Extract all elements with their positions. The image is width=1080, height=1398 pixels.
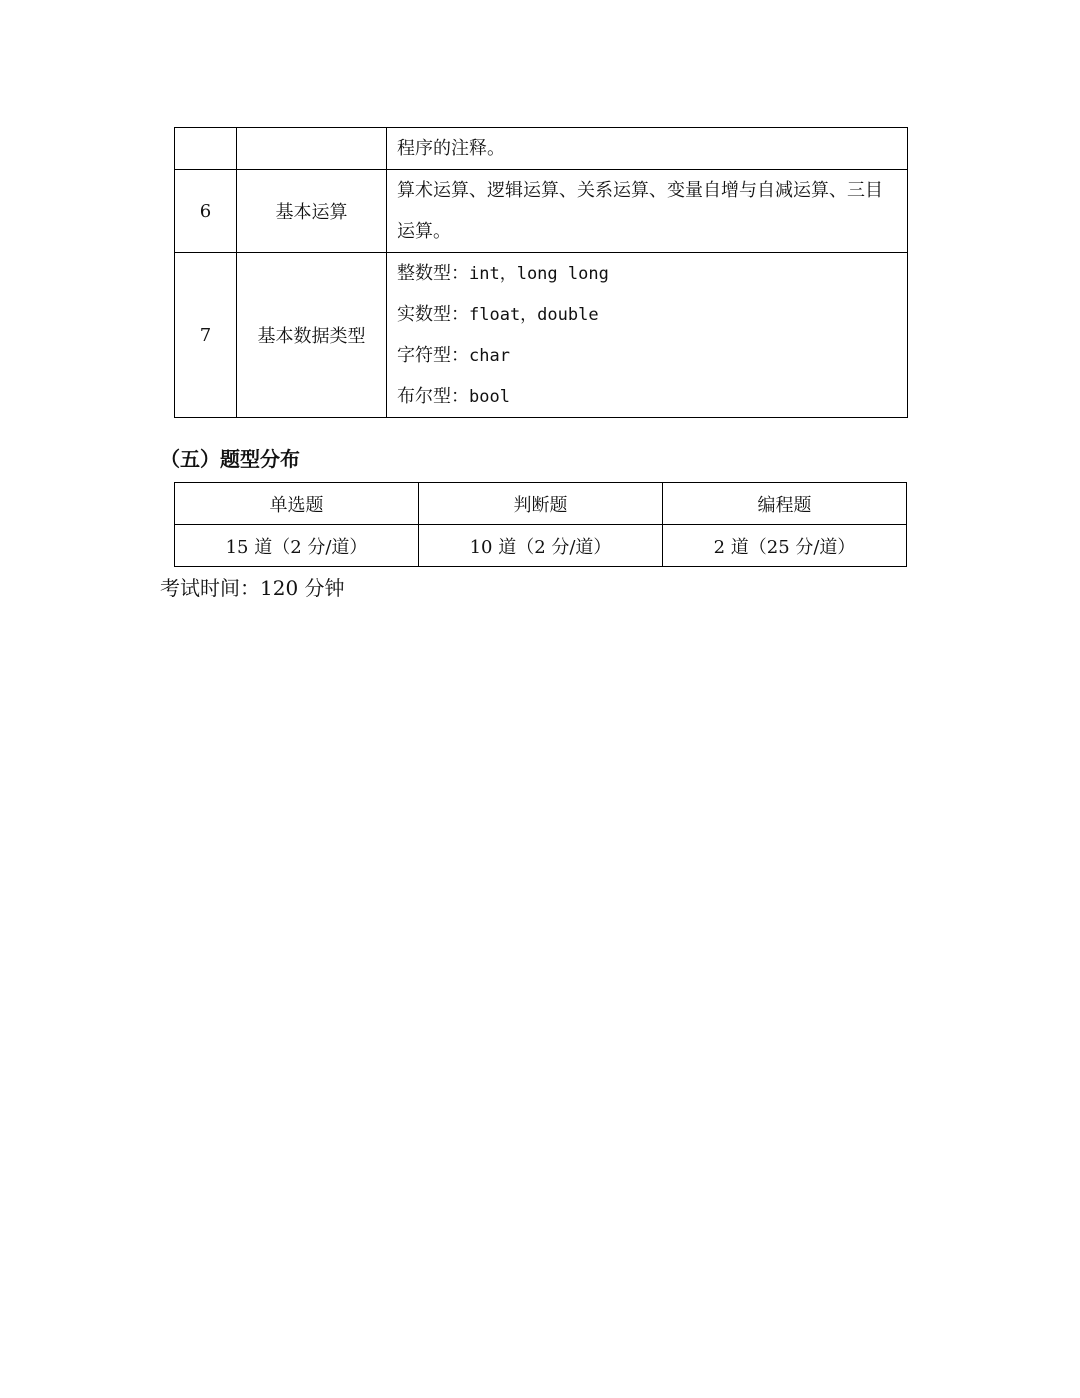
data-type-label: 整数型： [397,263,469,284]
column-header: 判断题 [419,483,663,525]
data-type-value: float，double [469,305,599,325]
table-row [175,128,908,170]
table-row [175,525,907,567]
row-number-cell [175,128,237,170]
data-type-value: int，long long [469,264,609,284]
question-distribution-table [174,482,907,567]
column-header: 编程题 [663,483,907,525]
topic-cell: 基本数据类型 [237,253,387,418]
data-type-line [397,253,899,294]
description-cell [387,253,908,418]
row-number-cell: 7 [175,253,237,418]
data-type-label: 布尔型： [397,386,469,407]
data-type-label: 字符型： [397,345,469,366]
column-header: 单选题 [175,483,419,525]
description-line: 程序的注释。 [397,138,505,159]
table-cell: 10 道（2 分/道） [419,525,663,567]
data-type-line [397,294,899,335]
description-cell [387,170,908,253]
data-type-label: 实数型： [397,304,469,325]
data-type-value: char [469,346,510,366]
table-row [175,170,908,253]
table-cell: 15 道（2 分/道） [175,525,419,567]
syllabus-content-table [174,127,908,418]
data-type-line [397,335,899,376]
table-cell: 2 道（25 分/道） [663,525,907,567]
section-heading: （五）题型分布 [160,447,300,471]
description-cell [387,128,908,170]
description-line: 运算。 [397,221,451,242]
exam-time-text: 考试时间：120 分钟 [160,576,345,600]
topic-cell: 基本运算 [237,170,387,253]
row-number-cell: 6 [175,170,237,253]
topic-cell [237,128,387,170]
table-row [175,253,908,418]
table-header-row [175,483,907,525]
data-type-line [397,376,899,417]
description-line: 算术运算、逻辑运算、关系运算、变量自增与自减运算、三目 [397,180,883,201]
data-type-value: bool [469,387,510,407]
